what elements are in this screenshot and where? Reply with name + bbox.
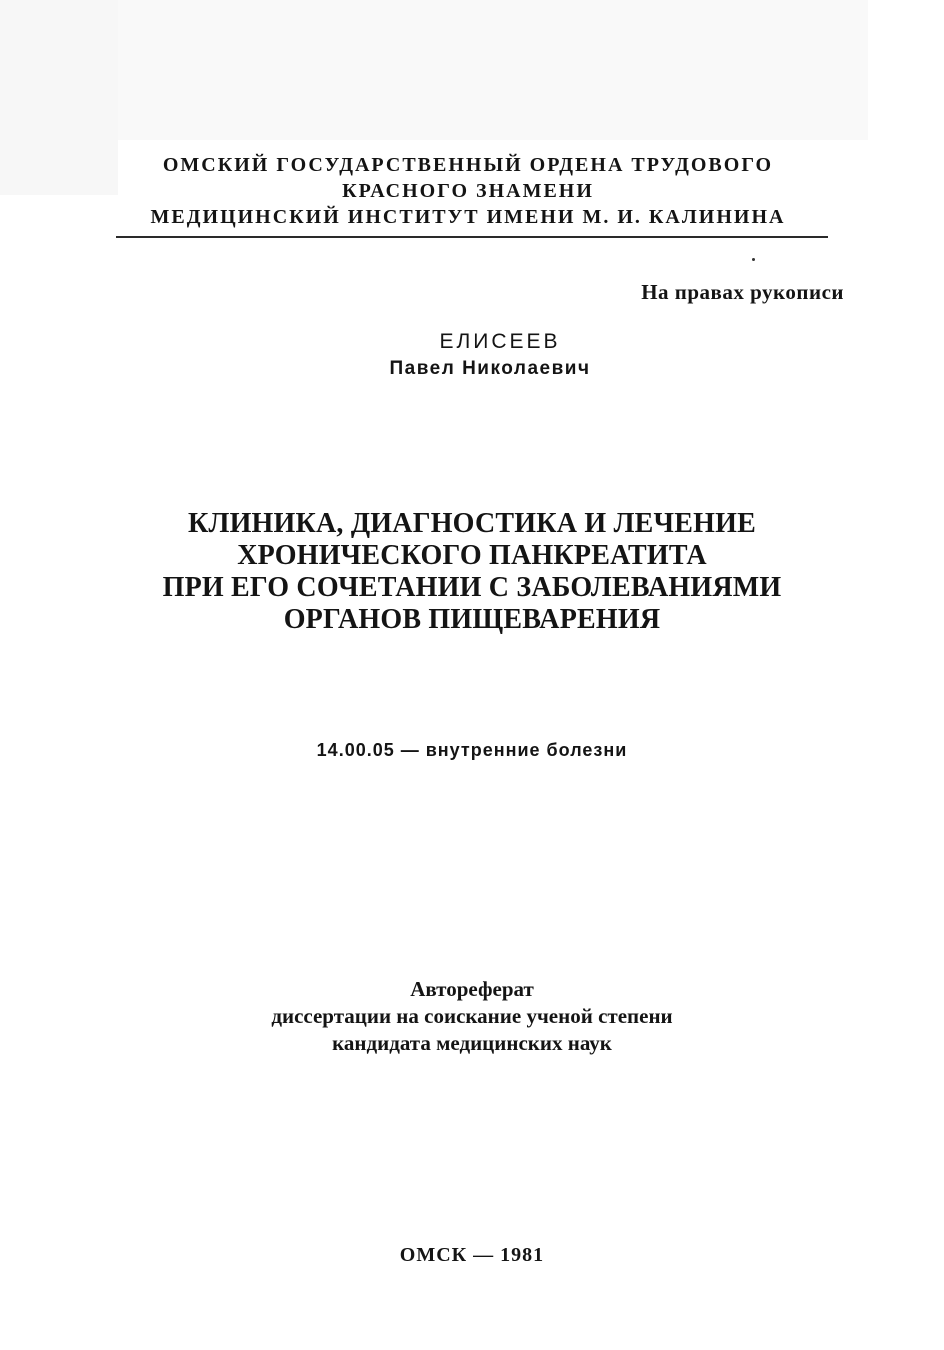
author-given-names: Павел Николаевич: [389, 358, 591, 379]
author-surname: ЕЛИСЕЕВ: [439, 330, 561, 353]
scan-speck: [752, 258, 755, 261]
institute-header: [108, 152, 828, 230]
dissertation-title: [0, 508, 944, 636]
title-line: КЛИНИКА, ДИАГНОСТИКА И ЛЕЧЕНИЕ: [188, 508, 756, 539]
header-divider: [116, 236, 828, 238]
scan-shading: [118, 0, 868, 140]
abstract-line: Автореферат: [410, 977, 534, 1001]
institute-line: КРАСНОГО ЗНАМЕНИ: [342, 180, 594, 202]
title-line: ХРОНИЧЕСКОГО ПАНКРЕАТИТА: [237, 540, 707, 571]
city-year: ОМСК — 1981: [399, 1244, 545, 1266]
scan-shading: [0, 0, 118, 195]
title-line: ОРГАНОВ ПИЩЕВАРЕНИЯ: [283, 604, 661, 635]
specialty-code: 14.00.05 — внутренние болезни: [316, 740, 628, 760]
rights-note: На правах рукописи: [641, 280, 844, 304]
institute-line: ОМСКИЙ ГОСУДАРСТВЕННЫЙ ОРДЕНА ТРУДОВОГО: [162, 154, 774, 176]
title-line: ПРИ ЕГО СОЧЕТАНИИ С ЗАБОЛЕВАНИЯМИ: [162, 572, 782, 603]
abstract-line: кандидата медицинских наук: [332, 1031, 612, 1055]
abstract-line: диссертации на соискание ученой степени: [271, 1004, 673, 1028]
abstract-description: [0, 976, 944, 1057]
institute-line: МЕДИЦИНСКИЙ ИНСТИТУТ ИМЕНИ М. И. КАЛИНИНА: [150, 206, 786, 228]
